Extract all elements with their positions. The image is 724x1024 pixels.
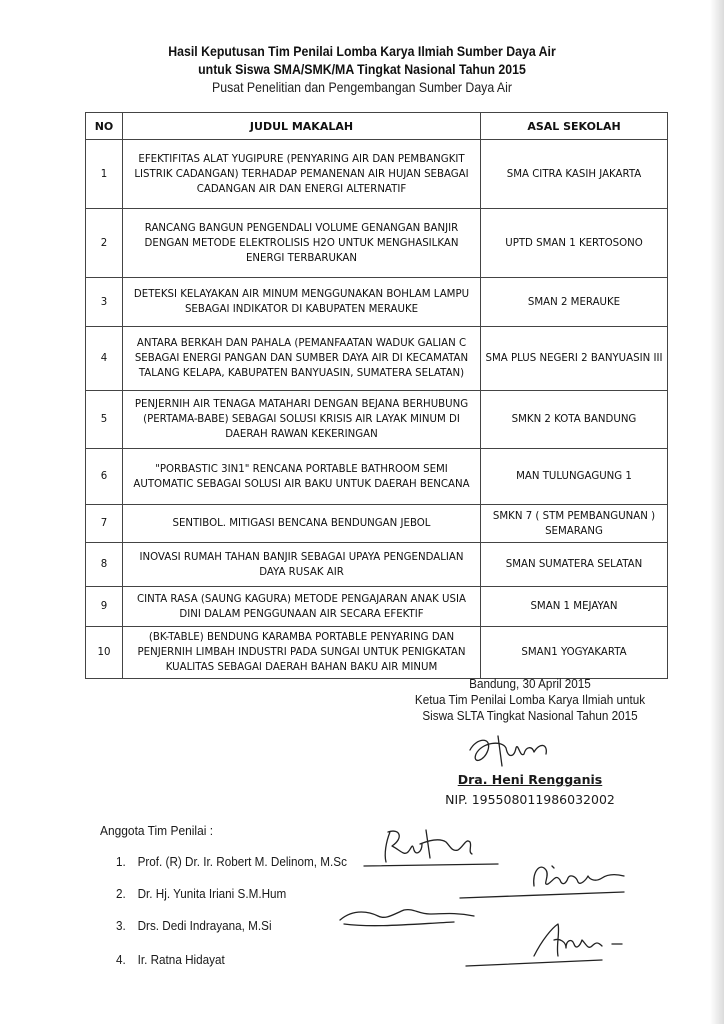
signer-name: Dra. Heni Rengganis (457, 772, 603, 787)
signer-block (380, 770, 680, 810)
paper-title: DETEKSI KELAYAKAN AIR MINUM MENGGUNAKAN BOHLAM LAMPU SEBAGAI INDIKATOR DI KABUPATEN MERAUKE (123, 278, 481, 327)
member-number: 1. (116, 854, 126, 869)
row-number: 1 (86, 140, 123, 209)
column-header-school: ASAL SEKOLAH (481, 113, 668, 140)
table-row (86, 391, 668, 449)
table-row (86, 327, 668, 391)
paper-title: CINTA RASA (SAUNG KAGURA) METODE PENGAJARAN ANAK USIA DINI DALAM PENGGUNAAN AIR SECARA EFEKTIF (123, 587, 481, 627)
table-row (86, 449, 668, 505)
role-line-1: Ketua Tim Penilai Lomba Karya Ilmiah untuk (414, 692, 646, 707)
table-header-row (86, 113, 668, 140)
row-number: 4 (86, 327, 123, 391)
column-header-no: NO (86, 113, 123, 140)
member-4-signature (462, 916, 642, 968)
row-number: 2 (86, 209, 123, 278)
member-item (116, 854, 347, 869)
subtitle: Pusat Penelitian dan Pengembangan Sumber Daya Air (212, 79, 512, 95)
table-row (86, 543, 668, 587)
paper-title: INOVASI RUMAH TAHAN BANJIR SEBAGAI UPAYA PENGENDALIAN DAYA RUSAK AIR (123, 543, 481, 587)
paper-title: "PORBASTIC 3IN1" RENCANA PORTABLE BATHROOM SEMI AUTOMATIC SEBAGAI SOLUSI AIR BAKU UNTUK DAERAH BENCANA (123, 449, 481, 505)
role-line-2: Siswa SLTA Tingkat Nasional Tahun 2015 (422, 708, 638, 723)
member-name: Drs. Dedi Indrayana, M.Si (137, 918, 272, 933)
title-line-2: untuk Siswa SMA/SMK/MA Tingkat Nasional Tahun 2015 (198, 61, 526, 77)
row-number: 6 (86, 449, 123, 505)
document-header (0, 42, 724, 96)
member-item (116, 886, 286, 901)
member-name: Prof. (R) Dr. Ir. Robert M. Delinom, M.Sc (137, 854, 347, 869)
members-title: Anggota Tim Penilai : (100, 823, 214, 838)
chair-signature (462, 728, 562, 772)
table-row (86, 505, 668, 543)
school-name: SMAN1 YOGYAKARTA (481, 627, 668, 679)
paper-title: (BK-TABLE) BENDUNG KARAMBA PORTABLE PENYARING DAN PENJERNIH LIMBAH INDUSTRI PADA SUNGAI UNTUK PENIGKATAN KUALITAS SEBAGAI DAERAH BAHAN BAKU AIR MINUM (123, 627, 481, 679)
school-name: MAN TULUNGAGUNG 1 (481, 449, 668, 505)
table-row (86, 627, 668, 679)
row-number: 5 (86, 391, 123, 449)
school-name: SMKN 2 KOTA BANDUNG (481, 391, 668, 449)
school-name: SMAN 1 MEJAYAN (481, 587, 668, 627)
results-table (85, 112, 668, 679)
row-number: 8 (86, 543, 123, 587)
school-name: SMKN 7 ( STM PEMBANGUNAN ) SEMARANG (481, 505, 668, 543)
school-name: SMA PLUS NEGERI 2 BANYUASIN III (481, 327, 668, 391)
place-date: Bandung, 30 April 2015 (469, 676, 591, 691)
table-row (86, 209, 668, 278)
member-item (116, 952, 225, 967)
member-name: Dr. Hj. Yunita Iriani S.M.Hum (137, 886, 287, 901)
member-item (116, 918, 272, 933)
member-2-signature (456, 856, 636, 902)
column-header-title: JUDUL MAKALAH (123, 113, 481, 140)
paper-title: EFEKTIFITAS ALAT YUGIPURE (PENYARING AIR DAN PEMBANGKIT LISTRIK CADANGAN) TERHADAP PEMANENAN AIR HUJAN SEBAGAI CADANGAN AIR DAN ENERGI ALTERNATIF (123, 140, 481, 209)
page-edge-shadow (710, 0, 724, 1024)
row-number: 7 (86, 505, 123, 543)
signoff-block (380, 676, 680, 724)
title-line-1: Hasil Keputusan Tim Penilai Lomba Karya Ilmiah Sumber Daya Air (168, 43, 556, 59)
row-number: 10 (86, 627, 123, 679)
member-number: 3. (116, 918, 126, 933)
table-row (86, 278, 668, 327)
signer-nip: NIP. 195508011986032002 (445, 792, 615, 807)
paper-title: RANCANG BANGUN PENGENDALI VOLUME GENANGAN BANJIR DENGAN METODE ELEKTROLISIS H2O UNTUK MENGHASILKAN ENERGI TERBARUKAN (123, 209, 481, 278)
school-name: SMA CITRA KASIH JAKARTA (481, 140, 668, 209)
row-number: 3 (86, 278, 123, 327)
row-number: 9 (86, 587, 123, 627)
paper-title: ANTARA BERKAH DAN PAHALA (PEMANFAATAN WADUK GALIAN C SEBAGAI ENERGI PANGAN DAN SUMBER DAYA AIR DI KECAMATAN TALANG KELAPA, KABUPATEN BANYUASIN, SUMATERA SELATAN) (123, 327, 481, 391)
member-name: Ir. Ratna Hidayat (137, 952, 225, 967)
school-name: SMAN 2 MERAUKE (481, 278, 668, 327)
table-row (86, 587, 668, 627)
school-name: SMAN SUMATERA SELATAN (481, 543, 668, 587)
paper-title: SENTIBOL. MITIGASI BENCANA BENDUNGAN JEBOL (123, 505, 481, 543)
paper-title: PENJERNIH AIR TENAGA MATAHARI DENGAN BEJANA BERHUBUNG (PERTAMA-BABE) SEBAGAI SOLUSI KRISIS AIR LAYAK MINUM DI DAERAH RAWAN KEKERINGAN (123, 391, 481, 449)
table-row (86, 140, 668, 209)
member-number: 4. (116, 952, 126, 967)
member-number: 2. (116, 886, 126, 901)
school-name: UPTD SMAN 1 KERTOSONO (481, 209, 668, 278)
